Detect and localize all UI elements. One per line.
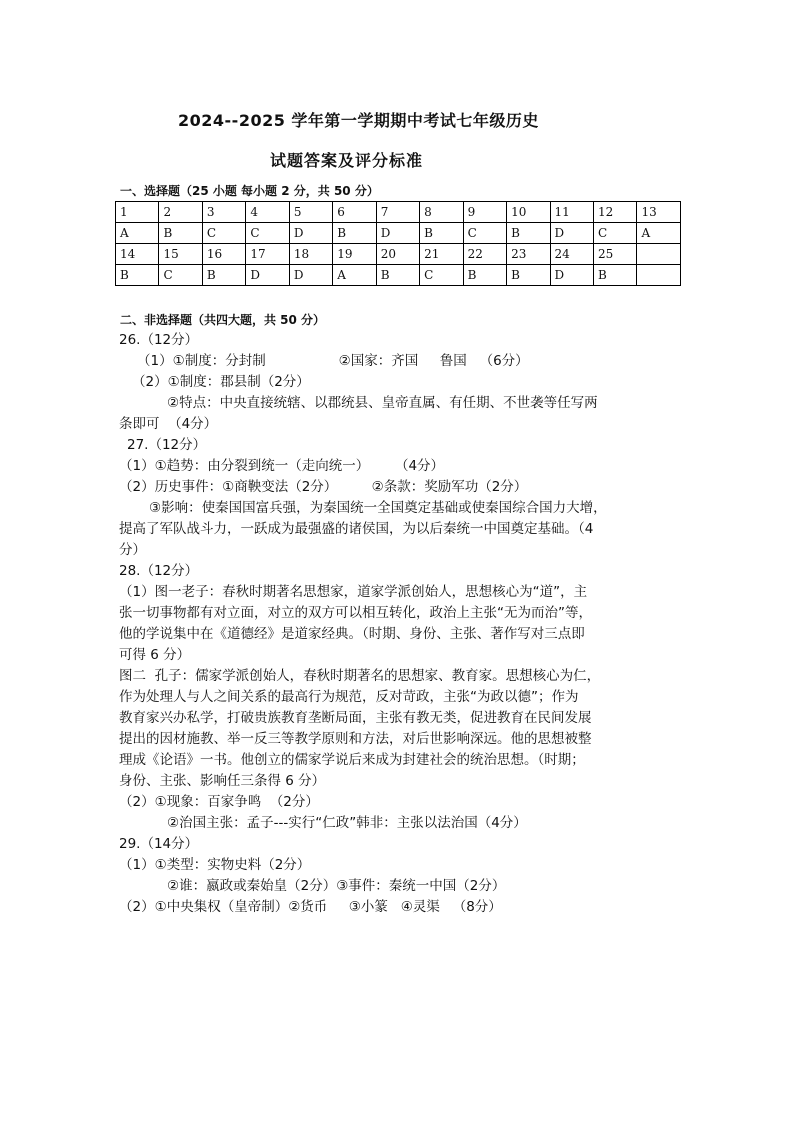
table-row: [116, 265, 681, 286]
q28-part1-cont1: 张一切事物都有对立面，对立的双方可以相互转化，政治上主张“无为而治”等，: [119, 605, 592, 621]
table-cell: 18: [289, 244, 332, 265]
q27-part2: （2）历史事件：①商鞅变法（2分） ②条款：奖励军功（2分）: [119, 479, 528, 495]
table-cell: B: [376, 265, 419, 286]
table-cell: 6: [333, 202, 376, 223]
page-subtitle: 试题答案及评分标准: [270, 151, 424, 170]
table-cell: C: [463, 223, 506, 244]
q27-heading: 27.（12分）: [127, 437, 207, 453]
table-cell: 4: [246, 202, 289, 223]
table-cell: 20: [376, 244, 419, 265]
table-cell: C: [246, 223, 289, 244]
table-cell: D: [376, 223, 419, 244]
q29-part2: （2）①中央集权（皇帝制）②货币 ③小篆 ④灵渠 （8分）: [119, 899, 502, 915]
q26-part1: （1）①制度：分封制 ②国家：齐国 鲁国 （6分）: [137, 353, 529, 369]
table-cell: 25: [593, 244, 636, 265]
q27-part2-impact: ③影响：使秦国国富兵强，为秦国统一全国奠定基础或使秦国综合国力大增，: [149, 500, 607, 516]
section-choice-heading: 一、选择题（25 小题 每小题 2 分，共 50 分）: [120, 184, 379, 198]
table-cell: 21: [420, 244, 463, 265]
q28-part1-cont2: 他的学说集中在《道德经》是道家经典。（时期、身份、主张、著作写对三点即: [119, 626, 585, 642]
q28-figure2-cont2: 教育家兴办私学，打破贵族教育垄断局面，主张有教无类，促进教育在民间发展: [119, 710, 592, 726]
q28-figure2-cont1: 作为处理人与人之间关系的最高行为规范，反对苛政，主张“为政以德”；作为: [119, 689, 579, 705]
table-cell: C: [202, 223, 245, 244]
table-cell: D: [246, 265, 289, 286]
q28-part2-policy: ②治国主张：孟子---实行“仁政”韩非：主张以法治国（4分）: [167, 815, 527, 831]
table-cell: D: [289, 265, 332, 286]
q26-part2-feature: ②特点：中央直接统辖、以郡统县、皇帝直属、有任期、不世袭等任写两: [167, 395, 598, 411]
table-cell: A: [116, 223, 159, 244]
table-cell: B: [593, 265, 636, 286]
q29-part1-cont: ②谁：嬴政或秦始皇（2分）③事件：秦统一中国（2分）: [167, 878, 506, 894]
choice-answer-table: [115, 201, 681, 286]
table-cell: 8: [420, 202, 463, 223]
table-cell: B: [202, 265, 245, 286]
q28-figure2-cont5: 身份、主张、影响任三条得 6 分）: [119, 773, 326, 789]
table-cell: [637, 244, 681, 265]
table-cell: 7: [376, 202, 419, 223]
table-row: [116, 202, 681, 223]
table-cell: B: [159, 223, 202, 244]
q28-part1: （1）图一老子：春秋时期著名思想家，道家学派创始人，思想核心为“道”，主: [119, 584, 588, 600]
table-cell: B: [420, 223, 463, 244]
q26-part2-feature-cont: 条即可 （4分）: [119, 416, 218, 432]
table-cell: C: [159, 265, 202, 286]
q26-heading: 26.（12分）: [119, 332, 199, 348]
table-cell: 9: [463, 202, 506, 223]
table-cell: 23: [507, 244, 550, 265]
q28-part2: （2）①现象：百家争鸣 （2分）: [119, 794, 319, 810]
table-cell: B: [507, 223, 550, 244]
table-cell: 1: [116, 202, 159, 223]
table-cell: D: [550, 223, 593, 244]
table-cell: A: [333, 265, 376, 286]
q28-figure2: 图二 孔子：儒家学派创始人，春秋时期著名的思想家、教育家。思想核心为仁，: [119, 668, 601, 684]
q28-part1-cont3: 可得 6 分）: [119, 647, 191, 663]
table-cell: B: [507, 265, 550, 286]
table-cell: 24: [550, 244, 593, 265]
q27-part1: （1）①趋势：由分裂到统一（走向统一） （4分）: [119, 458, 445, 474]
table-cell: 22: [463, 244, 506, 265]
answer-body: [119, 330, 679, 918]
table-cell: 3: [202, 202, 245, 223]
table-cell: B: [463, 265, 506, 286]
table-cell: 10: [507, 202, 550, 223]
table-cell: 2: [159, 202, 202, 223]
table-row: [116, 244, 681, 265]
table-cell: C: [593, 223, 636, 244]
q27-part2-impact-end: 分）: [119, 542, 146, 558]
table-cell: 19: [333, 244, 376, 265]
table-cell: 16: [202, 244, 245, 265]
table-cell: 15: [159, 244, 202, 265]
table-cell: 13: [637, 202, 681, 223]
section-nonchoice-heading: 二、非选择题（共四大题，共 50 分）: [120, 313, 326, 327]
q28-figure2-cont4: 理成《论语》一书。他创立的儒家学说后来成为封建社会的统治思想。（时期；: [119, 752, 585, 768]
q27-part2-impact-cont: 提高了军队战斗力，一跃成为最强盛的诸侯国，为以后秦统一中国奠定基础。（4: [119, 521, 594, 537]
table-cell: 14: [116, 244, 159, 265]
table-cell: B: [333, 223, 376, 244]
table-cell: 17: [246, 244, 289, 265]
q29-heading: 29.（14分）: [119, 836, 199, 852]
q28-heading: 28.（12分）: [119, 563, 199, 579]
table-cell: D: [289, 223, 332, 244]
table-cell: 12: [593, 202, 636, 223]
table-cell: B: [116, 265, 159, 286]
table-row: [116, 223, 681, 244]
table-cell: [637, 265, 681, 286]
page-title: 2024--2025 学年第一学期期中考试七年级历史: [178, 111, 539, 130]
table-cell: C: [420, 265, 463, 286]
table-cell: 5: [289, 202, 332, 223]
table-cell: D: [550, 265, 593, 286]
table-cell: A: [637, 223, 681, 244]
q26-part2: （2）①制度：郡县制（2分）: [132, 374, 310, 390]
table-cell: 11: [550, 202, 593, 223]
q29-part1: （1）①类型：实物史料（2分）: [119, 857, 311, 873]
q28-figure2-cont3: 提出的因材施教、举一反三等教学原则和方法，对后世影响深远。他的思想被整: [119, 731, 592, 747]
